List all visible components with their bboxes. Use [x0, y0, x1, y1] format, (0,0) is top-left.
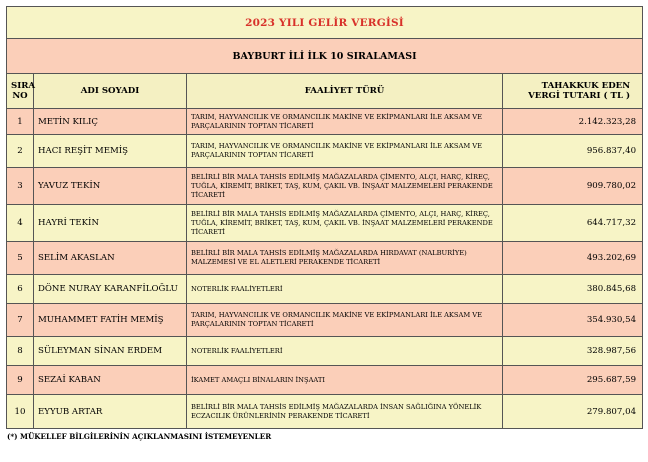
header-amount: TAHAKKUK EDEN VERGİ TUTARI ( TL ): [503, 74, 643, 109]
row-name: SÜLEYMAN SİNAN ERDEM: [34, 337, 187, 366]
row-number: 2: [7, 135, 34, 168]
row-number: 3: [7, 168, 34, 205]
header-name: ADI SOYADI: [34, 74, 187, 109]
row-number: 8: [7, 337, 34, 366]
row-amount: 493.202,69: [503, 242, 643, 275]
row-name: METİN KILIÇ: [34, 109, 187, 135]
subtitle-row: [7, 39, 643, 74]
row-name: SELİM AKASLAN: [34, 242, 187, 275]
row-amount: 644.717,32: [503, 205, 643, 242]
row-number: 9: [7, 366, 34, 395]
table-title: 2023 YILI GELİR VERGİSİ: [7, 7, 643, 39]
header-activity: FAALİYET TÜRÜ: [187, 74, 503, 109]
table-row: [7, 366, 643, 395]
row-number: 5: [7, 242, 34, 275]
table-subtitle: BAYBURT İLİ İLK 10 SIRALAMASI: [7, 39, 643, 74]
row-name: HACI REŞİT MEMİŞ: [34, 135, 187, 168]
row-activity: BELİRLİ BİR MALA TAHSİS EDİLMİŞ MAĞAZALARDA HIRDAVAT (NALBURİYE) MALZEMESİ VE EL ALETLERİ PERAKENDE TİCARETİ: [187, 242, 503, 275]
table-row: [7, 304, 643, 337]
table-row: [7, 109, 643, 135]
row-number: 4: [7, 205, 34, 242]
table-row: [7, 242, 643, 275]
table-row: [7, 395, 643, 429]
tax-ranking-document: [6, 6, 642, 441]
table-body: [7, 109, 643, 429]
table-row: [7, 205, 643, 242]
row-activity: BELİRLİ BİR MALA TAHSİS EDİLMİŞ MAĞAZALARDA İNSAN SAĞLIĞINA YÖNELİK ECZACILIK ÜRÜNLERİNİN PERAKENDE TİCARETİ: [187, 395, 503, 429]
row-number: 10: [7, 395, 34, 429]
row-number: 1: [7, 109, 34, 135]
header-sira-no: SIRA NO: [7, 74, 34, 109]
row-activity: İKAMET AMAÇLI BİNALARIN İNŞAATI: [187, 366, 503, 395]
row-name: YAVUZ TEKİN: [34, 168, 187, 205]
row-number: 6: [7, 275, 34, 304]
title-row: [7, 7, 643, 39]
header-row: [7, 74, 643, 109]
row-name: MUHAMMET FATİH MEMİŞ: [34, 304, 187, 337]
table-row: [7, 135, 643, 168]
row-amount: 956.837,40: [503, 135, 643, 168]
row-name: HAYRİ TEKİN: [34, 205, 187, 242]
row-name: SEZAİ KABAN: [34, 366, 187, 395]
row-amount: 354.930,54: [503, 304, 643, 337]
row-number: 7: [7, 304, 34, 337]
tax-ranking-table: [6, 6, 643, 429]
row-amount: 279.807,04: [503, 395, 643, 429]
row-name: DÖNE NURAY KARANFİLOĞLU: [34, 275, 187, 304]
row-name: EYYUB ARTAR: [34, 395, 187, 429]
row-activity: BELİRLİ BİR MALA TAHSİS EDİLMİŞ MAĞAZALARDA ÇİMENTO, ALÇI, HARÇ, KİREÇ, TUĞLA, KİREMİT, BRİKET, TAŞ, KUM, ÇAKIL VB. İNŞAAT MALZEMELERİ PERAKENDE TİCARETİ: [187, 205, 503, 242]
footnote: (*) MÜKELLEF BİLGİLERİNİN AÇIKLANMASINI İSTEMEYENLER: [7, 432, 272, 441]
table-row: [7, 275, 643, 304]
row-activity: NOTERLİK FAALİYETLERİ: [187, 337, 503, 366]
row-amount: 2.142.323,28: [503, 109, 643, 135]
row-amount: 380.845,68: [503, 275, 643, 304]
row-activity: NOTERLİK FAALİYETLERİ: [187, 275, 503, 304]
row-amount: 295.687,59: [503, 366, 643, 395]
row-amount: 909.780,02: [503, 168, 643, 205]
row-activity: BELİRLİ BİR MALA TAHSİS EDİLMİŞ MAĞAZALARDA ÇİMENTO, ALÇI, HARÇ, KİREÇ, TUĞLA, KİREMİT, BRİKET, TAŞ, KUM, ÇAKIL VB. İNŞAAT MALZEMELERİ PERAKENDE TİCARETİ: [187, 168, 503, 205]
table-row: [7, 168, 643, 205]
row-activity: TARIM, HAYVANCILIK VE ORMANCILIK MAKİNE VE EKİPMANLARI İLE AKSAM VE PARÇALARININ TOPTAN TİCARETİ: [187, 109, 503, 135]
table-row: [7, 337, 643, 366]
row-activity: TARIM, HAYVANCILIK VE ORMANCILIK MAKİNE VE EKİPMANLARI İLE AKSAM VE PARÇALARININ TOPTAN TİCARETİ: [187, 135, 503, 168]
row-amount: 328.987,56: [503, 337, 643, 366]
row-activity: TARIM, HAYVANCILIK VE ORMANCILIK MAKİNE VE EKİPMANLARI İLE AKSAM VE PARÇALARININ TOPTAN TİCARETİ: [187, 304, 503, 337]
